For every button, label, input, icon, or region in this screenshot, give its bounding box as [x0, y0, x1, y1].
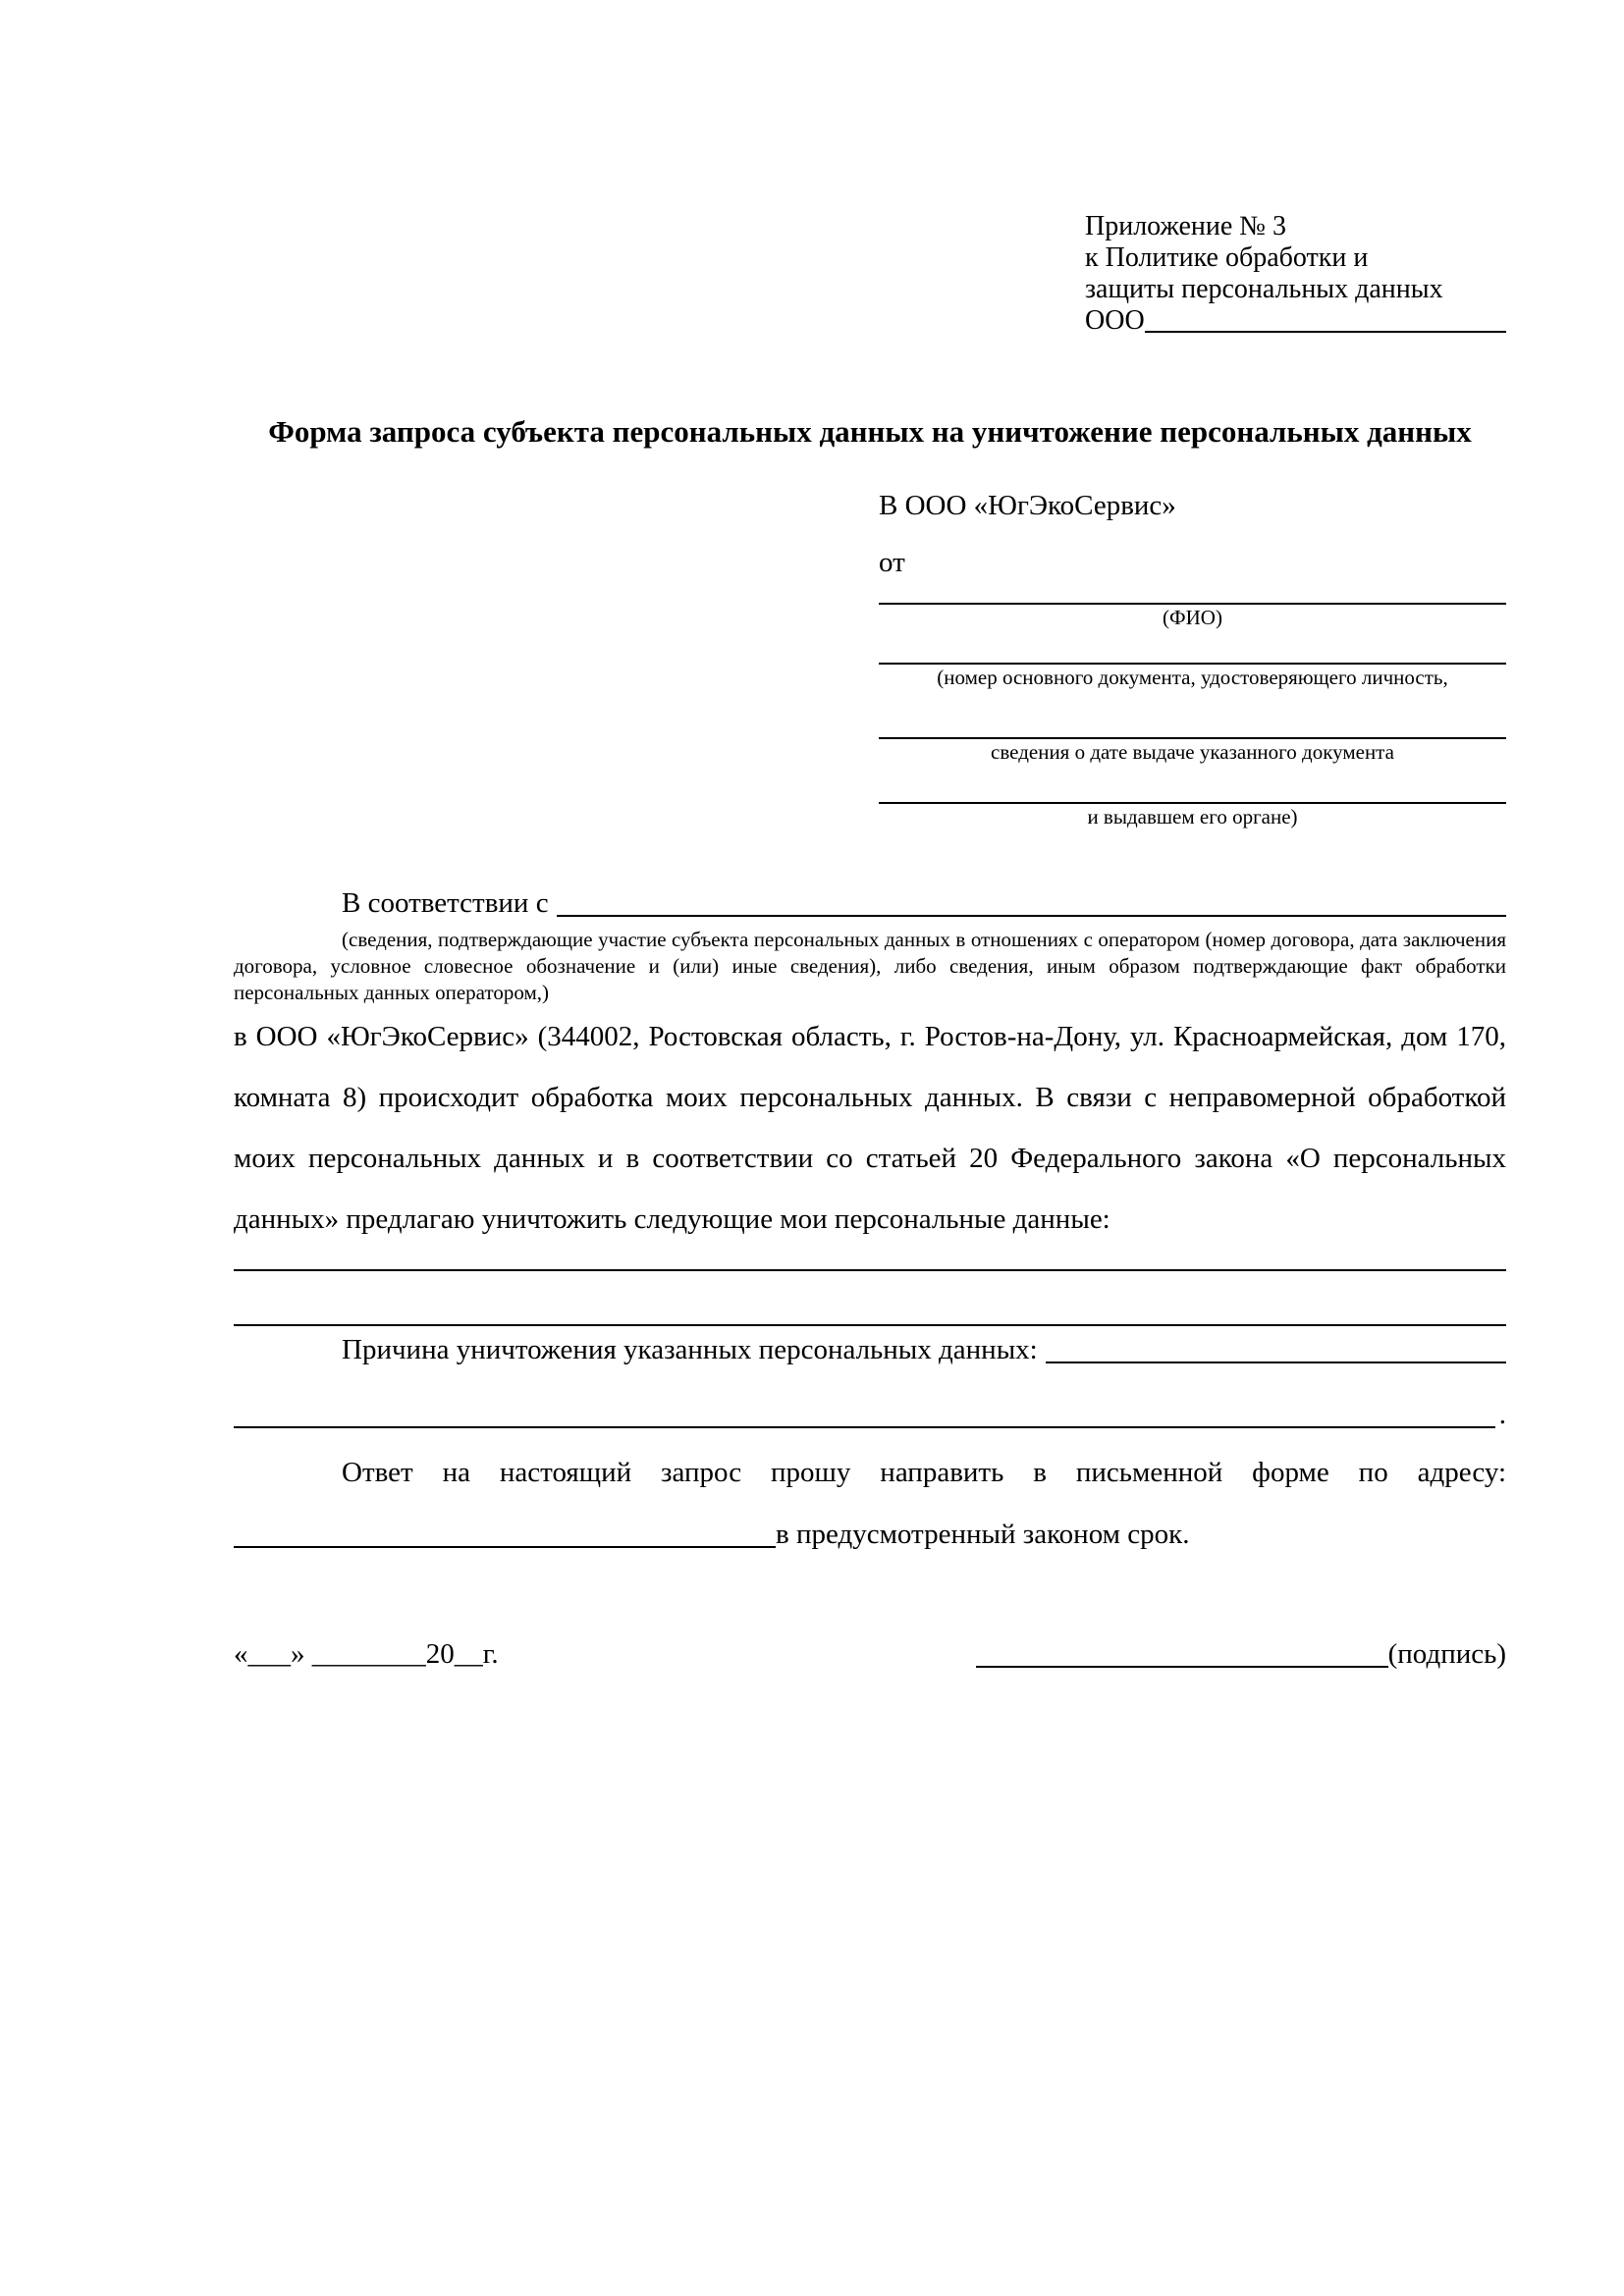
- company-name-blank-line: [1145, 305, 1506, 333]
- reason-continuation-row: [234, 1397, 1506, 1432]
- address-blank-line: [234, 1517, 776, 1548]
- footer-row: [234, 1636, 1506, 1672]
- signature-blank-line: [976, 1666, 1388, 1668]
- addressee-block: [879, 489, 1506, 829]
- addressee-from: от: [879, 547, 905, 578]
- personal-data-blank-line-1: [234, 1250, 1506, 1271]
- fio-blank-line: [879, 580, 1506, 605]
- fine-print-caption: (сведения, подтверждающие участие субъекта персональных данных в отношениях с оператором (номер договора, дата заключения договора, условное словесное обозначение и (или) иные сведения), либо сведения, иным образом подтверждающие факт обработки персональных данных оператором,): [234, 928, 1506, 1004]
- answer-address-row: [234, 1517, 1506, 1552]
- appendix-line-1: Приложение № 3: [1085, 211, 1286, 241]
- date-line: «___» ________20__г.: [234, 1638, 499, 1670]
- reason-blank-line: [1046, 1332, 1506, 1363]
- reason-label: Причина уничтожения указанных персональных данных:: [342, 1334, 1038, 1365]
- main-paragraph: в ООО «ЮгЭкоСервис» (344002, Ростовская область, г. Ростов-на-Дону, ул. Красноармейская, дом 170, комната 8) происходит обработка моих персональных данных. В связи с неправомерной обработкой моих персональных данных и в соответствии со статьей 20 Федерального закона «О персональных данных» предлагаю уничтожить следующие мои персональные данные:: [234, 1021, 1506, 1235]
- in-accordance-blank-line: [557, 885, 1506, 917]
- personal-data-blank-line-2: [234, 1271, 1506, 1326]
- document-content: [234, 0, 1506, 1672]
- company-name-row: [1085, 305, 1506, 337]
- addressee-to: В ООО «ЮгЭкоСервис»: [879, 490, 1176, 521]
- answer-paragraph: Ответ на настоящий запрос прошу направить в письменной форме по адресу:: [342, 1457, 1506, 1488]
- document-number-caption: (номер основного документа, удостоверяющего личность,: [937, 666, 1448, 689]
- signature-caption: (подпись): [1387, 1638, 1506, 1670]
- reason-continuation-blank-line: [234, 1397, 1495, 1428]
- issuing-authority-blank-line: [879, 765, 1506, 804]
- in-accordance-row: [234, 885, 1506, 921]
- appendix-line-3: защиты персональных данных: [1085, 274, 1443, 304]
- company-name-label: ООО: [1085, 305, 1145, 336]
- issuing-authority-caption: и выдавшем его органе): [1087, 805, 1298, 828]
- issue-date-caption: сведения о дате выдаче указанного документа: [991, 740, 1394, 764]
- form-title: Форма запроса субъекта персональных данных на уничтожение персональных данных: [268, 414, 1472, 449]
- appendix-header: [1085, 211, 1506, 337]
- fio-caption: (ФИО): [1163, 606, 1222, 629]
- in-accordance-label: В соответствии с: [342, 887, 549, 919]
- reason-row: [234, 1332, 1506, 1367]
- issue-date-blank-line: [879, 690, 1506, 739]
- appendix-line-2: к Политике обработки и: [1085, 242, 1369, 273]
- period-mark: .: [1498, 1399, 1506, 1430]
- document-number-blank-line: [879, 630, 1506, 665]
- answer-tail-text: в предусмотренный законом срок.: [776, 1519, 1190, 1550]
